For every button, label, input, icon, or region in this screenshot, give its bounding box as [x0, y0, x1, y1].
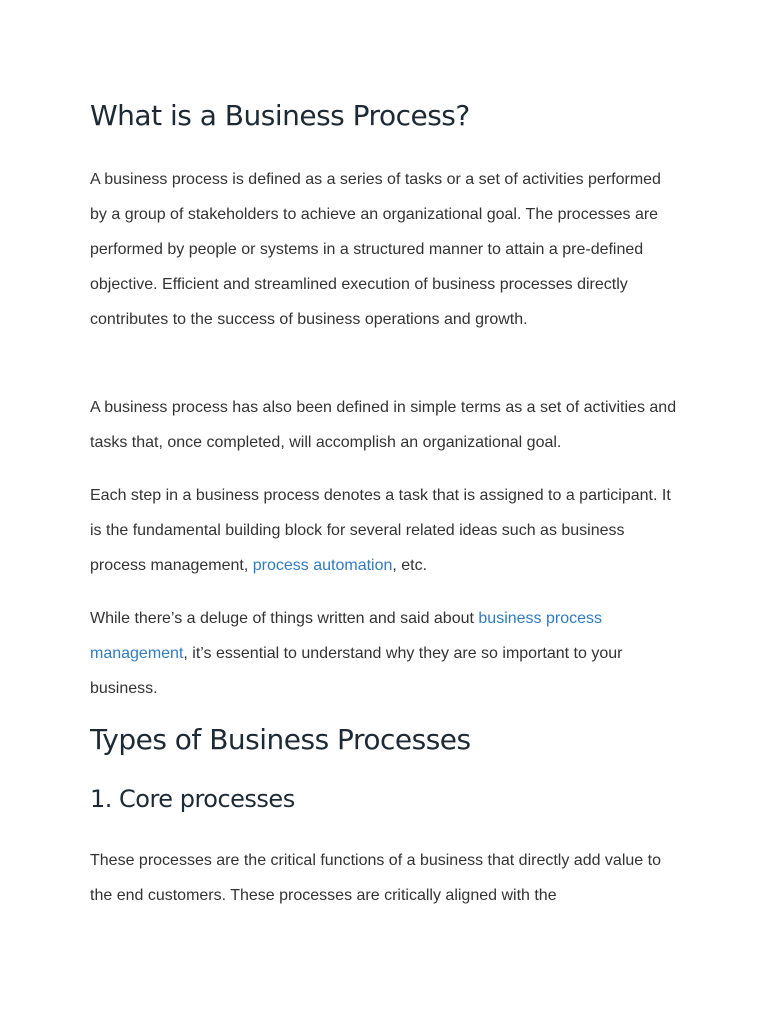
paragraph-steps [90, 478, 682, 583]
paragraph-steps-text: Each step in a business process denotes a task that is assigned to a participant. It is the fundamental building block for several related ideas such as business process management, [90, 487, 671, 574]
paragraph-definition: A business process is defined as a series of tasks or a set of activities performed by a group of stakeholders to achieve an organizational goal. The processes are performed by people or systems in a structured manner to attain a pre-defined objective. Efficient and streamlined execution of business processes directly contributes to the success of business operations and growth. [90, 171, 661, 328]
business-process-management-link[interactable]: business process management [90, 610, 603, 662]
paragraph-importance-end: , it’s essential to understand why they are so important to your business. [90, 645, 623, 697]
subsection-title: 1. Core processes [90, 785, 295, 813]
process-automation-link[interactable]: process automation [252, 557, 393, 574]
paragraph-importance [90, 601, 682, 706]
paragraph-importance-text: While there’s a deluge of things written and said about [90, 610, 479, 627]
paragraph-simple-definition: A business process has also been defined in simple terms as a set of activities and tasks that, once completed, will accomplish an organizational goal. [90, 399, 677, 451]
page-title: What is a Business Process? [90, 99, 470, 132]
section-title: Types of Business Processes [90, 723, 471, 756]
paragraph-steps-end: , etc. [392, 557, 428, 574]
paragraph-core-processes: These processes are the critical functions of a business that directly add value to the end customers. These processes are critically aligned with the [90, 852, 661, 904]
